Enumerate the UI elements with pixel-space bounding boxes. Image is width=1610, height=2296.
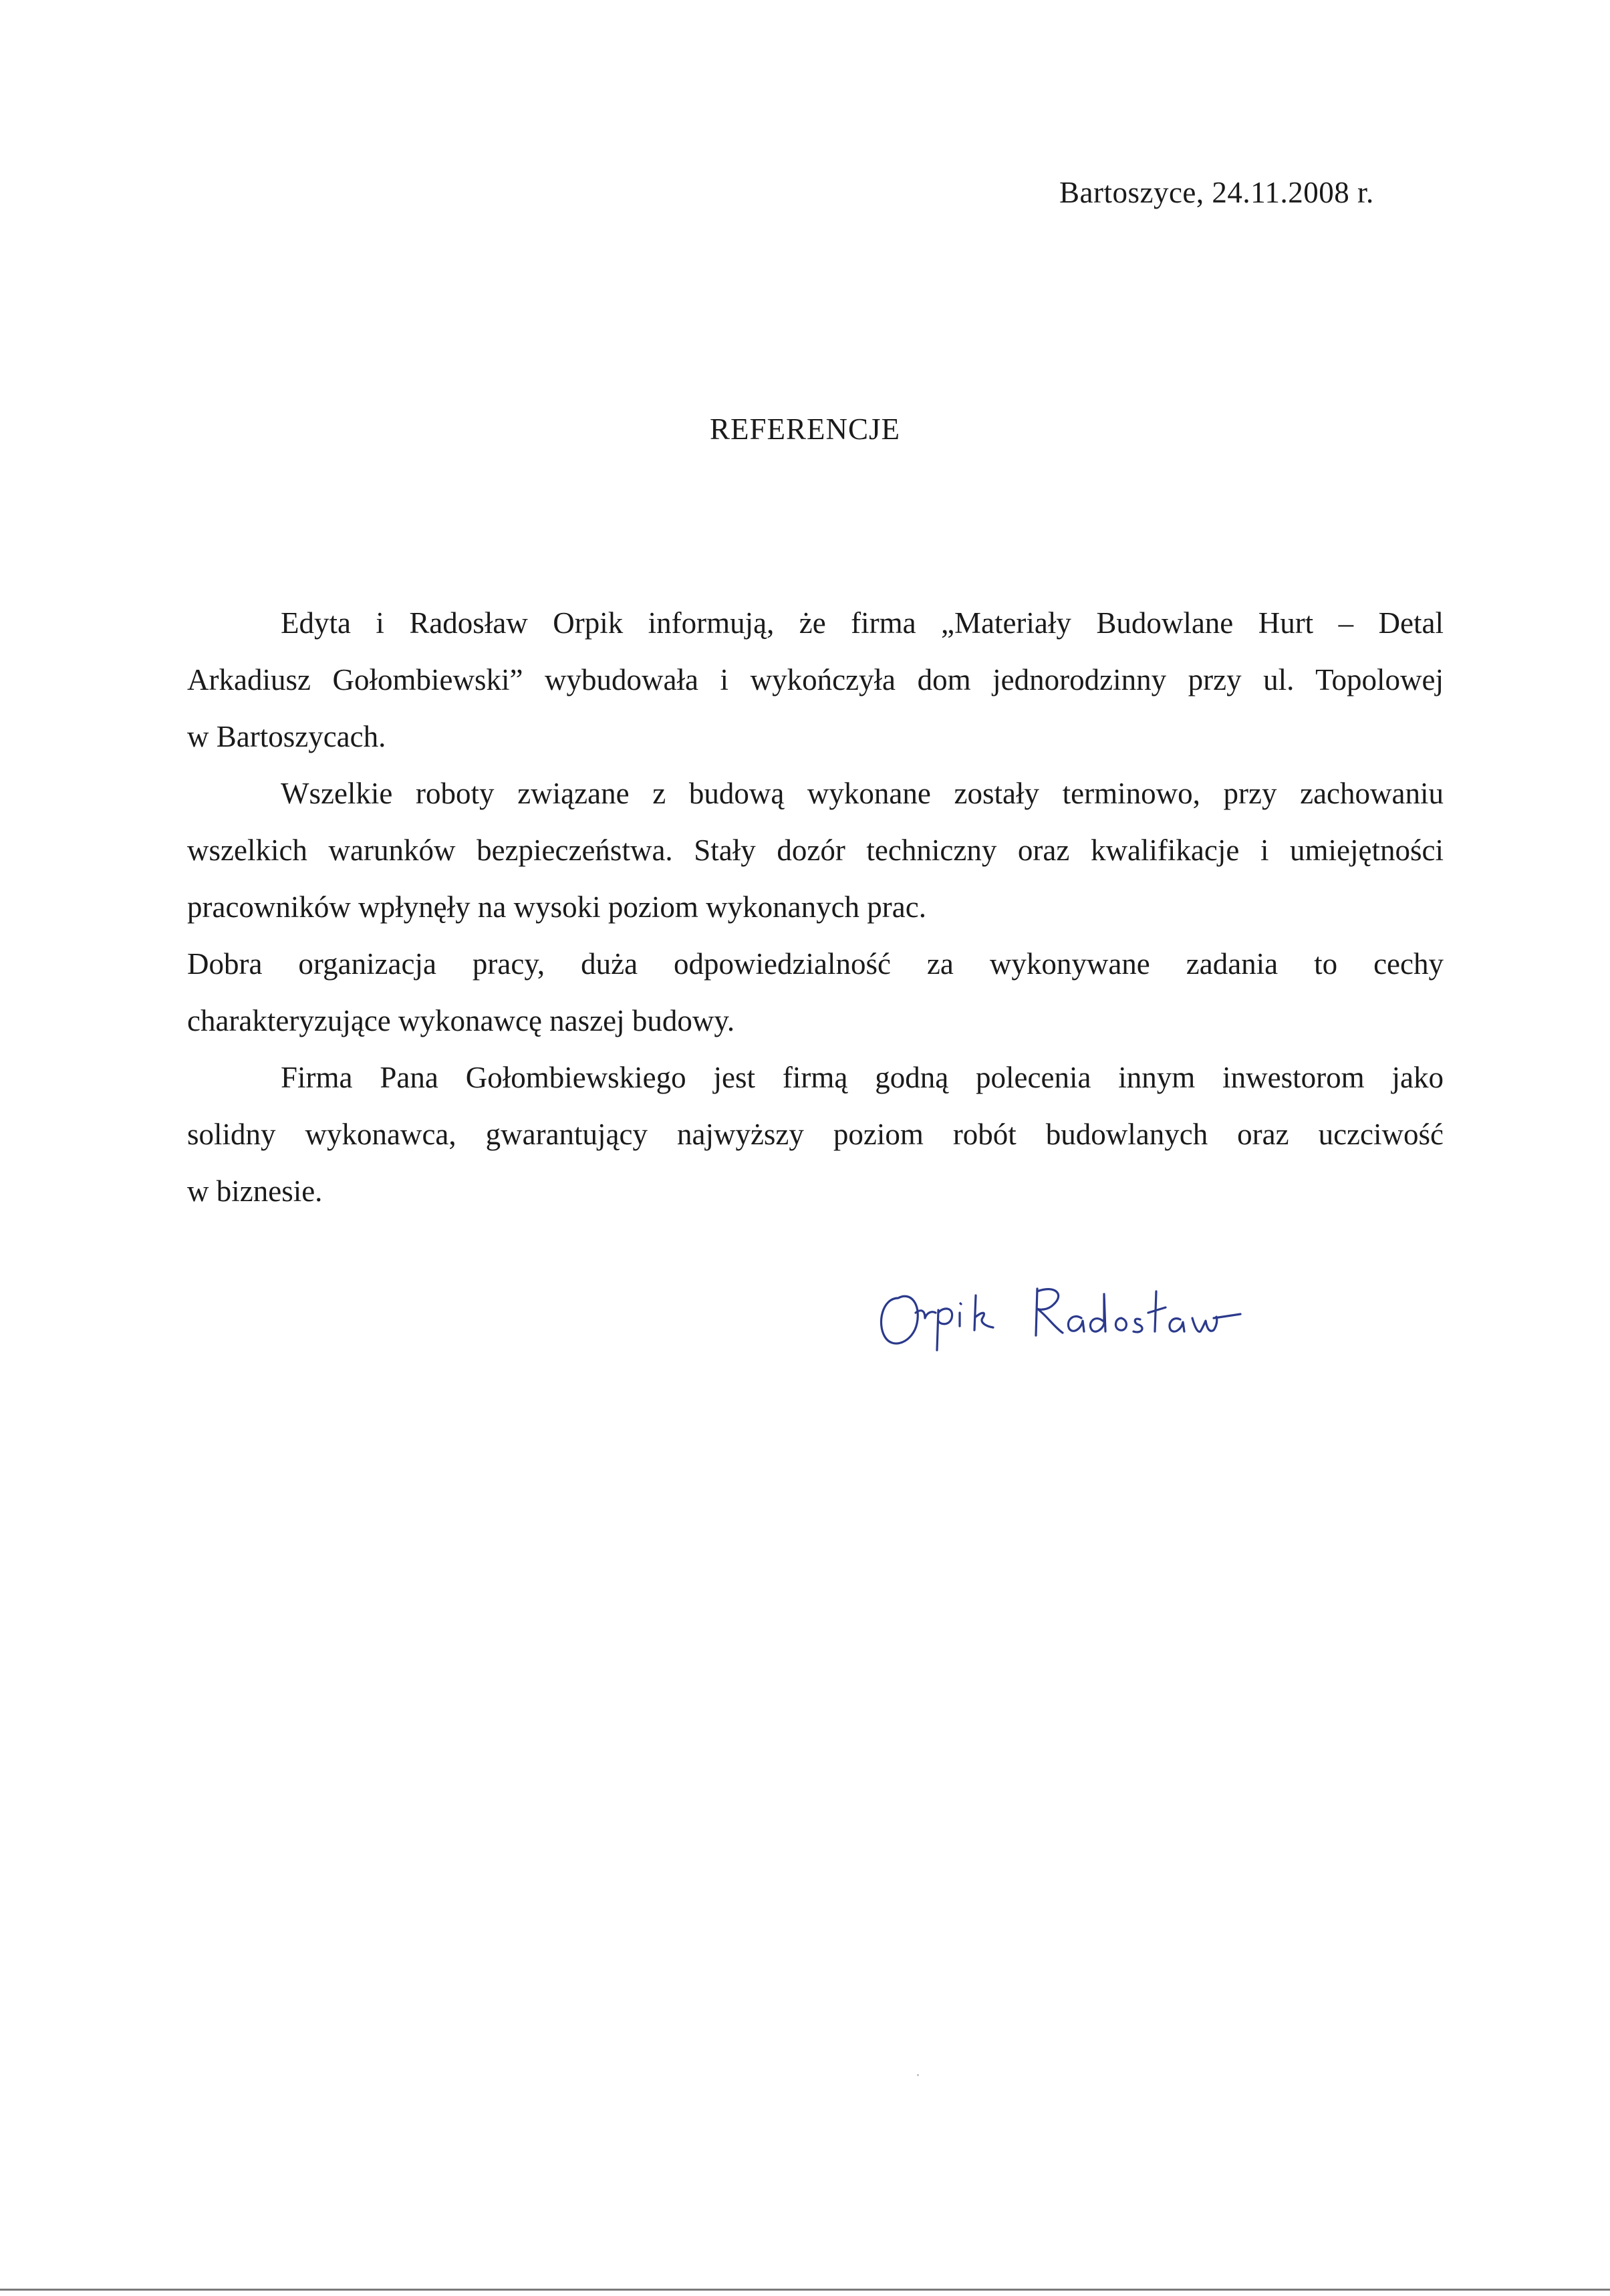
paragraph-3 (187, 936, 1444, 1049)
document-title (0, 412, 1610, 447)
paragraph-line: Dobra organizacja pracy, duża odpowiedzialność za wykonywane zadania to cechy (187, 947, 1444, 981)
scan-speck (917, 2074, 919, 2076)
paragraph-line: solidny wykonawca, gwarantujący najwyższy poziom robót budowlanych oraz uczciwość (187, 1118, 1444, 1151)
signature-drawing (869, 1257, 1243, 1357)
paragraph-line: w Bartoszycach. (187, 720, 386, 753)
handwritten-signature (869, 1257, 1243, 1357)
paragraph-line: Arkadiusz Gołombiewski” wybudowała i wykończyła dom jednorodzinny przy ul. Topolowej (187, 663, 1444, 696)
paragraph-line: w biznesie. (187, 1174, 323, 1208)
document-title-text: REFERENCJE (709, 412, 901, 446)
paragraph-line: Firma Pana Gołombiewskiego jest firmą godną polecenia innym inwestorom jako (281, 1061, 1444, 1094)
paragraph-line: Edyta i Radosław Orpik informują, że firma „Materiały Budowlane Hurt – Detal (281, 606, 1444, 640)
paragraph-4 (187, 1049, 1444, 1220)
paragraph-line: pracowników wpłynęły na wysoki poziom wykonanych prac. (187, 890, 926, 924)
paragraph-line: charakteryzujące wykonawcę naszej budowy. (187, 1004, 735, 1037)
paragraph-line: Wszelkie roboty związane z budową wykonane zostały terminowo, przy zachowaniu (281, 777, 1444, 810)
letter-body (187, 595, 1444, 1220)
paragraph-1 (187, 595, 1444, 765)
scan-edge-line (0, 2289, 1610, 2291)
paragraph-2 (187, 765, 1444, 936)
place-and-date: Bartoszyce, 24.11.2008 r. (1059, 176, 1374, 209)
paragraph-line: wszelkich warunków bezpieczeństwa. Stały dozór techniczny oraz kwalifikacje i umiejętności (187, 834, 1444, 867)
